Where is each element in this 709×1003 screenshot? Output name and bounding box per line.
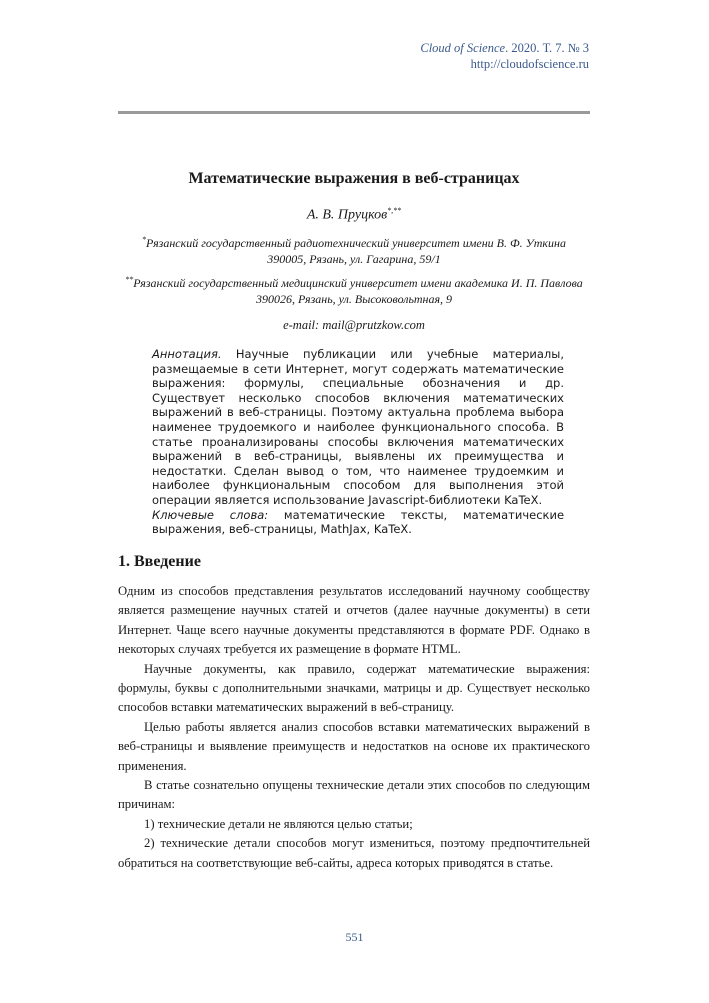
abstract-paragraph: [152, 347, 564, 508]
body-paragraph: Научные документы, как правило, содержат математические выражения: формулы, буквы с дополнительными значками, матрицы и др. Существует несколько способов вставки математических выражений в веб-страницу.: [118, 661, 590, 715]
abstract-text: Научные публикации или учебные материалы, размещаемые в сети Интернет, могут содержать математические выражения: формулы, специальные обозначения и др. Существует несколько способов включения математических выражений в веб-страницы. Поэтому актуальна проблема выбора наименее трудоемкого и наиболее функционального способа. В статье проанализированы способы включения математических выражений в веб-страницы, выявлены их преимущества и недостатки. Сделан вывод о том, что наименее трудоемким и наиболее функциональным способом для выполнения этой операции является использование Javascript-библиотеки KaTeX.: [152, 347, 564, 507]
section-heading: [118, 553, 201, 571]
email-line: [118, 318, 590, 333]
page-number: 551: [345, 930, 364, 944]
list-item: 2) технические детали способов могут измениться, поэтому предпочтительней обратиться на соответствующие веб-сайты, адреса которых приводятся в статье.: [118, 836, 590, 870]
body-paragraph: Одним из способов представления результатов исследований научному сообществу является размещение научных статей и отчетов (далее научные документы) в сети Интернет. Чаще всего научные документы представляются в формате PDF. Однако в некоторых случаях требуется их размещение в формате HTML.: [118, 584, 590, 657]
affiliation-name: Рязанский государственный медицинский университет имени академика И. П. Павлова: [133, 276, 583, 290]
abstract-label: Аннотация.: [152, 347, 222, 361]
keywords-label: Ключевые слова:: [152, 507, 269, 522]
journal-url[interactable]: http://cloudofscience.ru: [470, 57, 589, 71]
email-label: e-mail:: [283, 318, 320, 332]
email-address[interactable]: mail@prutzkow.com: [322, 318, 425, 332]
abstract-block: [152, 347, 564, 537]
journal-issue: . 2020. Т. 7. № 3: [505, 41, 589, 55]
author-marks: *,**: [387, 206, 402, 215]
paper-title: Математические выражения в веб-страницах: [188, 170, 520, 187]
author-line: [118, 206, 590, 224]
journal-name: Cloud of Science: [420, 41, 506, 55]
affiliation-1: [118, 232, 590, 267]
header-divider: [118, 111, 590, 114]
keywords-text: математические тексты, математические выражения, веб-страницы, MathJax, KaTeX.: [152, 507, 565, 537]
journal-header: [420, 40, 589, 72]
affiliation-name: Рязанский государственный радиотехнический университет имени В. Ф. Уткина: [146, 236, 566, 250]
affiliation-2: [118, 272, 590, 307]
body-text: [118, 582, 590, 873]
journal-citation: [420, 40, 589, 56]
author-name: А. В. Пруцков: [306, 207, 388, 223]
affiliation-mark: **: [125, 275, 134, 284]
affiliation-address: 390026, Рязань, ул. Высоковольтная, 9: [255, 292, 453, 306]
affiliation-address: 390005, Рязань, ул. Гагарина, 59/1: [267, 252, 441, 266]
list-item: 1) технические детали не являются целью статьи;: [144, 816, 413, 831]
affiliation-mark: *: [142, 235, 147, 244]
section-number: 1.: [118, 553, 130, 570]
section-title: Введение: [134, 553, 201, 570]
keywords-paragraph: [152, 508, 564, 537]
body-paragraph: В статье сознательно опущены технические детали этих способов по следующим причинам:: [118, 778, 590, 812]
body-paragraph: Целью работы является анализ способов вставки математических выражений в веб-страницы и выявление преимуществ и недостатков на основе их практического применения.: [118, 719, 590, 773]
